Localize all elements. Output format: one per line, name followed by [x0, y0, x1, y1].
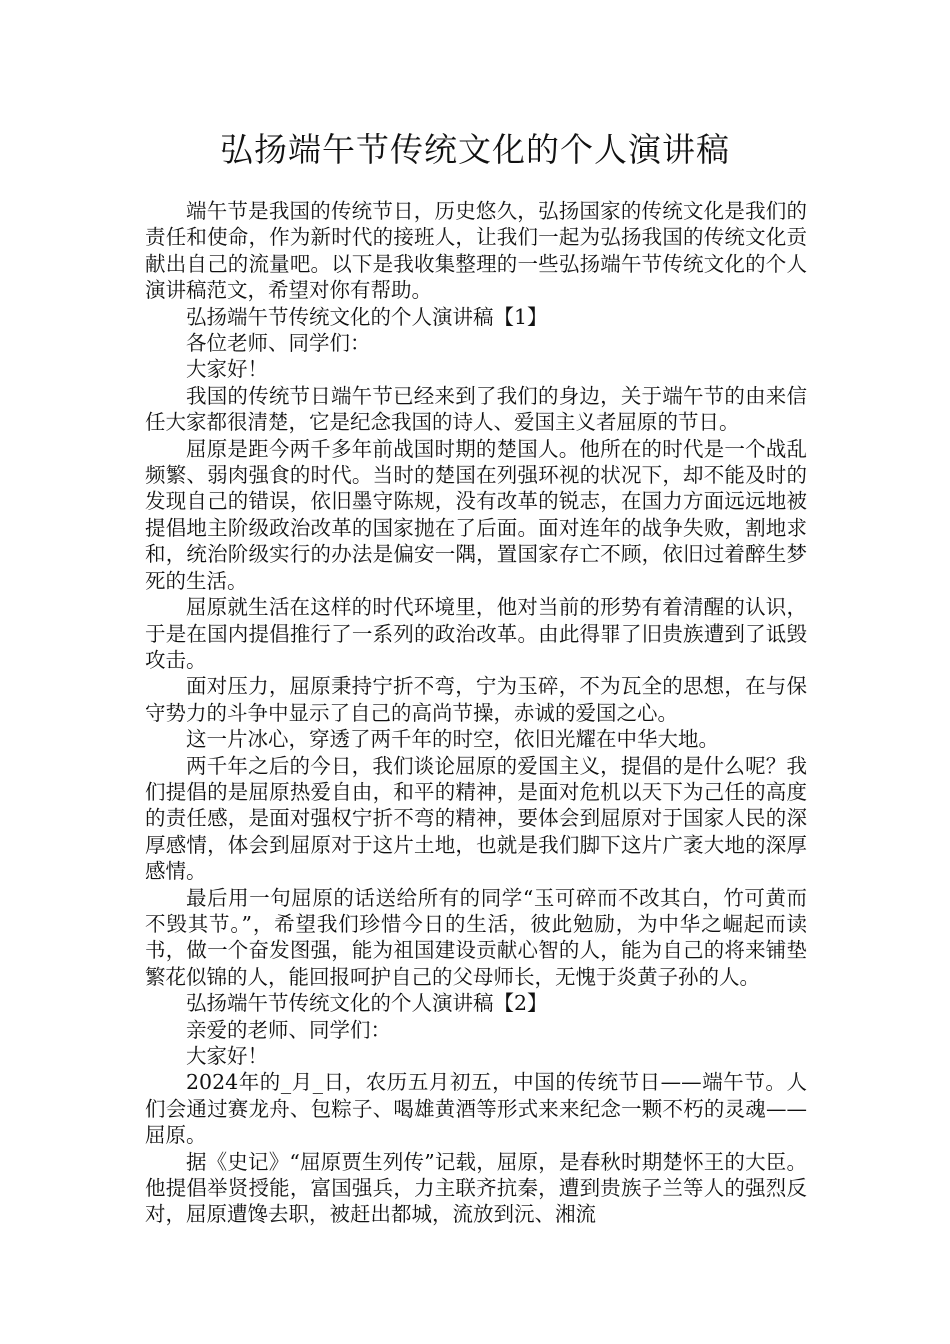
paragraph: 两千年之后的今日，我们谈论屈原的爱国主义，提倡的是什么呢？我们提倡的是屈原热爱自由，和平的精神，是面对危机以天下为己任的高度的责任感，是面对强权宁折不弯的精神，要体会到屈原对于国家人民的深厚感情，体会到屈原对于这片土地，也就是我们脚下这片广袤大地的深厚感情。 — [145, 753, 807, 884]
salutation: 亲爱的老师、同学们： — [186, 1017, 391, 1042]
paragraph: 最后用一句屈原的话送给所有的同学“玉可碎而不改其白，竹可黄而不毁其节。”，希望我们珍惜今日的生活，彼此勉励，为中华之崛起而读书，做一个奋发图强，能为祖国建设贡献心智的人，能为自己的将来铺垫繁花似锦的人，能回报呵护自己的父母师长，无愧于炎黄子孙的人。 — [145, 885, 807, 989]
paragraph: 这一片冰心，穿透了两千年的时空，依旧光耀在中华大地。 — [186, 727, 719, 752]
greeting: 大家好！ — [186, 357, 268, 382]
paragraph: 屈原就生活在这样的时代环境里，他对当前的形势有着清醒的认识，于是在国内提倡推行了一系列的政治改革。由此得罪了旧贵族遭到了诋毁攻击。 — [145, 595, 807, 672]
salutation: 各位老师、同学们： — [186, 331, 371, 356]
paragraph-intro: 端午节是我国的传统节日，历史悠久，弘扬国家的传统文化是我们的责任和使命，作为新时代的接班人，让我们一起为弘扬我国的传统文化贡献出自己的流量吧。以下是我收集整理的一些弘扬端午节传统文化的个人演讲稿范文，希望对你有帮助。 — [145, 199, 807, 303]
paragraph: 我国的传统节日端午节已经来到了我们的身边，关于端午节的由来信任大家都很清楚，它是纪念我国的诗人、爱国主义者屈原的节日。 — [145, 383, 807, 435]
section-heading-1: 弘扬端午节传统文化的个人演讲稿【1】 — [186, 304, 548, 329]
section-heading-2: 弘扬端午节传统文化的个人演讲稿【2】 — [186, 991, 548, 1016]
document-title: 弘扬端午节传统文化的个人演讲稿 — [220, 130, 730, 169]
paragraph: 据《史记》“屈原贾生列传”记载，屈原，是春秋时期楚怀王的大臣。他提倡举贤授能，富国强兵，力主联齐抗秦，遭到贵族子兰等人的强烈反对，屈原遭馋去职，被赶出都城，流放到沅、湘流 — [145, 1149, 807, 1227]
paragraph: 屈原是距今两千多年前战国时期的楚国人。他所在的时代是一个战乱频繁、弱肉强食的时代。当时的楚国在列强环视的状况下，却不能及时的发现自己的错误，依旧墨守陈规，没有改革的锐志，在国力方面远远地被提倡地主阶级政治改革的国家抛在了后面。面对连年的战争失败，割地求和，统治阶级实行的办法是偏安一隅，置国家存亡不顾，依旧过着醉生梦死的生活。 — [145, 436, 807, 593]
paragraph: 2024年的_月_日，农历五月初五，中国的传统节日——端午节。人们会通过赛龙舟、包粽子、喝雄黄酒等形式来来纪念一颗不朽的灵魂——屈原。 — [145, 1070, 807, 1148]
document-body — [145, 198, 807, 1228]
greeting: 大家好！ — [186, 1044, 268, 1068]
paragraph: 面对压力，屈原秉持宁折不弯，宁为玉碎，不为瓦全的思想，在与保守势力的斗争中显示了自己的高尚节操，赤诚的爱国之心。 — [145, 674, 807, 725]
